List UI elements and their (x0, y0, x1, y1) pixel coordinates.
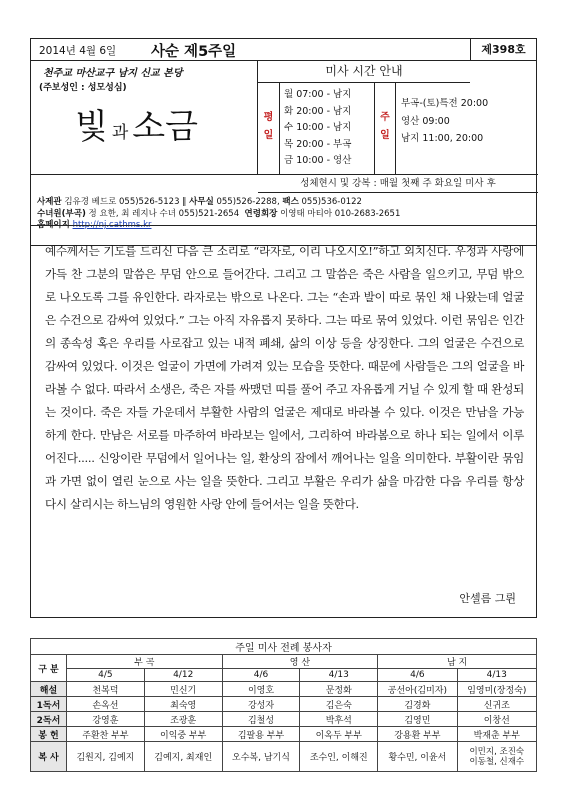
roster-row (31, 727, 537, 742)
weekday-mass-item: 화 20:00 - 남지 (284, 105, 352, 117)
sunday-label-text: 주 일 (380, 112, 390, 141)
weekday-mass-list (284, 87, 351, 170)
issue-date: 2014년 4월 6일 (39, 45, 117, 57)
roster-cell: 이영호 (222, 682, 300, 697)
roster-role: 복 사 (31, 742, 67, 772)
logo-word-light: 빛 (75, 107, 108, 147)
roster-cell: 손옥선 (67, 697, 145, 712)
weekday-mass-item: 수 10:00 - 남지 (284, 122, 352, 133)
mass-times-heading: 미사 시간 안내 (258, 61, 470, 83)
roster-cell: 이옥두 부부 (300, 727, 378, 742)
patron-saint: (주보성인 : 성모성심) (39, 83, 127, 93)
reflection-text: 예수께서는 기도를 드리신 다음 큰 소리로 “라자로, 이리 나오시오!”하고 외치신다. 우정과 사랑에 가득 찬 그분의 말씀은 무덤 안으로 들어간다. 그리고 그 말씀은 죽은 사람을 일으키고, 무덤 밖으로 나오도록 그를 유인한다. 라자로는 밖으로 나온다. 그는 “손과 발이 따로 묶인 채 나왔는데 얼굴은 수건으로 감싸여 있었다.” 그는 아직 자유롭지 못하다. 그는 따로 묶여 있었다. 이런 묶임은 인간의 종속성 혹은 우리를 사로잡고 있는 내적 폐쇄, 삶의 이상 등을 상징한다. 그의 얼굴은 수건으로 감싸여 있었다. 이것은 얼굴이 가면에 가려져 있는 모습을 뜻한다. 때문에 사람들은 그의 얼굴을 바라볼 수 없다. 따라서 소생은, 죽은 자를 싸맸던 띠를 풀어 주고 자유롭게 거닐 수 있게 할 때 완성되는 것이다. 죽은 자들 가운데서 부활한 사람의 얼굴은 제대로 바라볼 수 있다. 이것은 만남을 가능하게 한다. 만남은 서로를 마주하여 바라보는 일에서, 그리하여 바라봄으로 하나 되는 일에서 이루어진다..... 신앙이란 무덤에서 일어나는 일, 환상의 잠에서 깨어나는 일을 의미한다. 부활이란 묶임과 가면 없이 열린 눈으로 사는 일을 뜻한다. 그리고 부활은 우리가 삶을 마감한 다음 우리를 항상 다시 살리시는 하느님의 영원한 사랑 안에 들어서는 일을 뜻한다. (45, 244, 524, 511)
weekday-label-text: 평 일 (263, 112, 274, 141)
fax-contact: 055)536-0122 (301, 197, 362, 207)
roster-cell: 김은숙 (300, 697, 378, 712)
roster-cell: 신귀조 (457, 697, 536, 712)
contact-label: 사제관 (37, 197, 62, 207)
roster-cell: 임영미(장정숙) (457, 682, 536, 697)
roster-cell: 조광훈 (144, 712, 222, 727)
roster-row (31, 697, 537, 712)
roster-cell-line: 이동철, 신재수 (469, 756, 525, 767)
group-header: 남 지 (378, 655, 537, 669)
roster-role: 2독서 (31, 712, 67, 727)
roster-corner-header: 구 분 (31, 655, 67, 682)
liturgy-duty-roster (30, 638, 537, 772)
roster-cell (457, 742, 536, 772)
roster-cell: 강용환 부부 (378, 727, 457, 742)
roster-cell: 김경화 (378, 697, 457, 712)
roster-role: 1독서 (31, 697, 67, 712)
office-contact: 055)526-2288, (216, 197, 280, 207)
sunday-label (374, 83, 396, 174)
logo-word-and: 과 (111, 123, 129, 143)
sunday-mass-item: 남지 11:00, 20:00 (401, 133, 484, 144)
weekday-mass-item: 목 20:00 - 부곡 (284, 138, 352, 150)
roster-cell: 주환찬 부부 (67, 727, 145, 742)
date-header: 4/13 (457, 669, 536, 682)
roster-cell: 이익중 부부 (144, 727, 222, 742)
date-header: 4/6 (222, 669, 300, 682)
date-header: 4/5 (67, 669, 145, 682)
logo-word-salt: 소금 (132, 107, 198, 147)
contact-label: 수녀원(부곡) (37, 208, 86, 219)
contact-label: 홈페이지 (37, 220, 70, 230)
roster-body (31, 682, 537, 772)
roster-cell: 문정화 (300, 682, 378, 697)
roster-cell: 김팔용 부부 (222, 727, 300, 742)
roster-cell: 강성자 (222, 697, 300, 712)
roster-cell: 조수인, 이해진 (300, 742, 378, 772)
bulletin-logo (75, 99, 198, 148)
roster-cell: 천복덕 (67, 682, 145, 697)
roster-row (31, 682, 537, 697)
contact-line: 사제관 김유경 베드로 055)526-5123 ‖ 사무실 055)526-2288, 팩스 055)536-0122 (37, 197, 362, 207)
roster-cell: 박재춘 부부 (457, 727, 536, 742)
roster-cell: 강영훈 (67, 712, 145, 727)
contact-label: 팩스 (282, 197, 299, 207)
sunday-mass-item: 영산 09:00 (401, 115, 450, 127)
date-header: 4/13 (300, 669, 378, 682)
issue-number: 제398호 (470, 39, 536, 60)
bulletin-header (30, 38, 537, 246)
weekday-mass-item: 월 07:00 - 남지 (284, 89, 352, 100)
reflection-box (30, 225, 537, 618)
sunday-mass-item: 부곡-(토)특전 20:00 (401, 98, 489, 109)
roster-cell: 박후석 (300, 712, 378, 727)
header-title-bar (31, 39, 536, 61)
roster-role: 해설 (31, 682, 67, 697)
contact-label: 연령회장 (244, 208, 278, 219)
roster-row (31, 742, 537, 772)
convent-contact: 정 요한, 최 레지나 수녀 055)521-2654 (88, 208, 240, 219)
group-header: 부 곡 (67, 655, 223, 669)
reflection-author: 안셀름 그륀 (459, 592, 516, 605)
weekday-mass-item: 금 10:00 - 영산 (284, 155, 352, 166)
contact-label: 사무실 (189, 197, 214, 207)
roster-cell: 김원지, 김예지 (67, 742, 145, 772)
liturgical-title: 사순 제5주일 (151, 44, 237, 60)
weekday-label (258, 83, 280, 174)
contact-line (37, 209, 530, 221)
masthead (31, 61, 258, 175)
roster-cell: 김철성 (222, 712, 300, 727)
date-header: 4/12 (144, 669, 222, 682)
funeral-committee-contact: 이영태 마티아 010-2683-2651 (280, 208, 401, 219)
roster-cell: 김예지, 최재인 (144, 742, 222, 772)
roster-cell: 공선아(김미자) (378, 682, 457, 697)
roster-cell: 황수민, 이윤서 (378, 742, 457, 772)
roster-cell: 김영민 (378, 712, 457, 727)
adoration-notice: 성체현시 및 강복 : 매월 첫째 주 화요일 미사 후 (258, 175, 538, 193)
rectory-contact: 김유경 베드로 055)526-5123 (64, 197, 180, 207)
sunday-mass-list (401, 95, 488, 148)
roster-cell: 민신기 (144, 682, 222, 697)
roster-title: 주일 미사 전례 봉사자 (31, 639, 537, 655)
roster-role: 봉 헌 (31, 727, 67, 742)
roster-cell: 오수복, 남기식 (222, 742, 300, 772)
homepage-link[interactable]: http://nj.cathms.kr (72, 220, 152, 230)
roster-cell: 최숙영 (144, 697, 222, 712)
group-header: 영 산 (222, 655, 378, 669)
parish-name: 천주교 마산교구 남지 신교 본당 (43, 68, 183, 79)
roster-cell: 이창선 (457, 712, 536, 727)
date-header: 4/6 (378, 669, 457, 682)
mass-times-table (258, 83, 538, 175)
roster-row (31, 712, 537, 727)
roster-cell-line: 이민지, 조진숙 (469, 746, 525, 757)
